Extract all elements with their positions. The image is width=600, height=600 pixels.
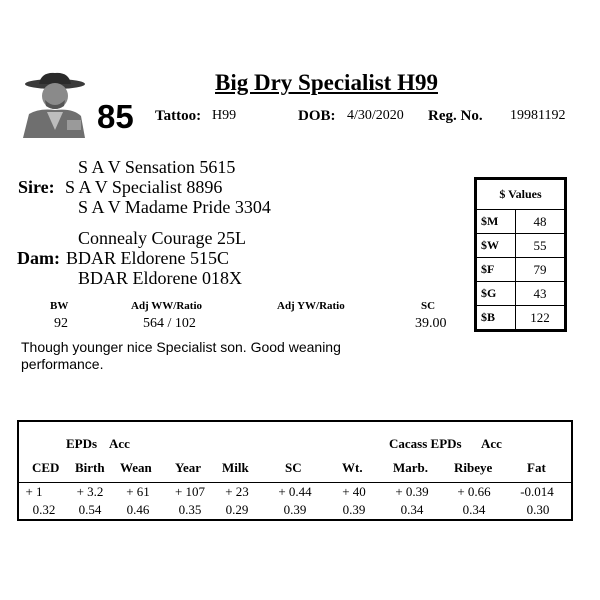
epd-value: + 0.39 — [395, 484, 429, 499]
dollar-row: $G 43 — [477, 282, 565, 306]
acc-value: 0.35 — [178, 502, 202, 517]
epd-col-sc: SC — [285, 460, 302, 475]
epd-value: + 61 — [126, 484, 150, 499]
epd-value: + 107 — [174, 484, 206, 499]
acc-value: 0.32 — [32, 502, 56, 517]
epd-col-ced: CED — [32, 460, 60, 475]
yw-label: Adj YW/Ratio — [277, 300, 345, 312]
dollar-values-header: $ Values — [477, 180, 565, 210]
dollar-row: $W 55 — [477, 234, 565, 258]
dob-value: 4/30/2020 — [347, 108, 404, 123]
sire-name: S A V Specialist 8896 — [65, 177, 223, 197]
acc-value: 0.34 — [462, 502, 486, 517]
epd-col-ribeye: Ribeye — [454, 460, 493, 475]
acc-value: 0.34 — [400, 502, 424, 517]
epd-col-birth: Birth — [75, 460, 105, 475]
reg-value: 19981192 — [510, 108, 566, 123]
acc-value: 0.39 — [342, 502, 366, 517]
epd-col-wt: Wt. — [342, 460, 363, 475]
epd-col-milk: Milk — [222, 460, 249, 475]
sire-label: Sire: — [18, 177, 55, 197]
dollar-row: $F 79 — [477, 258, 565, 282]
epd-value: + 0.66 — [457, 484, 491, 499]
epd-col-marb: Marb. — [393, 460, 429, 475]
epd-value: + 40 — [342, 484, 366, 499]
epd-value: + 23 — [225, 484, 249, 499]
bw-label: BW — [50, 300, 69, 312]
dam-dam: BDAR Eldorene 018X — [78, 268, 242, 288]
epd-col-year: Year — [175, 460, 201, 475]
cowboy-photo — [17, 70, 87, 138]
epd-value: -0.014 — [520, 484, 554, 499]
comment-text: Though younger nice Specialist son. Good weaning performance. — [21, 339, 341, 372]
sc-label: SC — [421, 300, 436, 312]
epd-value: + 1 — [25, 484, 43, 499]
dam-name: BDAR Eldorene 515C — [66, 248, 229, 268]
acc-value: 0.54 — [78, 502, 102, 517]
epd-col-wean: Wean — [120, 460, 152, 475]
acc-value: 0.46 — [126, 502, 150, 517]
lot-number: 85 — [97, 98, 134, 135]
dam-label: Dam: — [17, 248, 60, 268]
tattoo-label: Tattoo: — [155, 108, 202, 124]
carcass-epds-label: Cacass EPDs — [389, 436, 462, 451]
epds-group-label: EPDs — [66, 436, 98, 451]
carcass-acc-label: Acc — [481, 436, 502, 451]
epds-acc-label: Acc — [109, 436, 130, 451]
dob-label: DOB: — [298, 108, 336, 124]
ww-value: 564 / 102 — [143, 316, 196, 331]
dam-sire: Connealy Courage 25L — [78, 228, 246, 248]
animal-title: Big Dry Specialist H99 — [215, 70, 438, 95]
epd-divider — [17, 482, 573, 483]
dollar-row: $B 122 — [477, 306, 565, 330]
epd-value: + 0.44 — [278, 484, 312, 499]
reg-label: Reg. No. — [428, 108, 483, 124]
bw-value: 92 — [54, 316, 68, 331]
sire-sire: S A V Sensation 5615 — [78, 157, 236, 177]
epd-value: + 3.2 — [76, 484, 104, 499]
dollar-values-box — [474, 177, 567, 332]
dollar-row: $M 48 — [477, 210, 565, 234]
ww-label: Adj WW/Ratio — [131, 300, 202, 312]
sire-dam: S A V Madame Pride 3304 — [78, 197, 271, 217]
acc-value: 0.30 — [526, 502, 550, 517]
acc-value: 0.29 — [225, 502, 249, 517]
epd-col-fat: Fat — [527, 460, 546, 475]
tattoo-value: H99 — [212, 108, 237, 123]
acc-value: 0.39 — [283, 502, 307, 517]
sc-value: 39.00 — [415, 316, 447, 331]
